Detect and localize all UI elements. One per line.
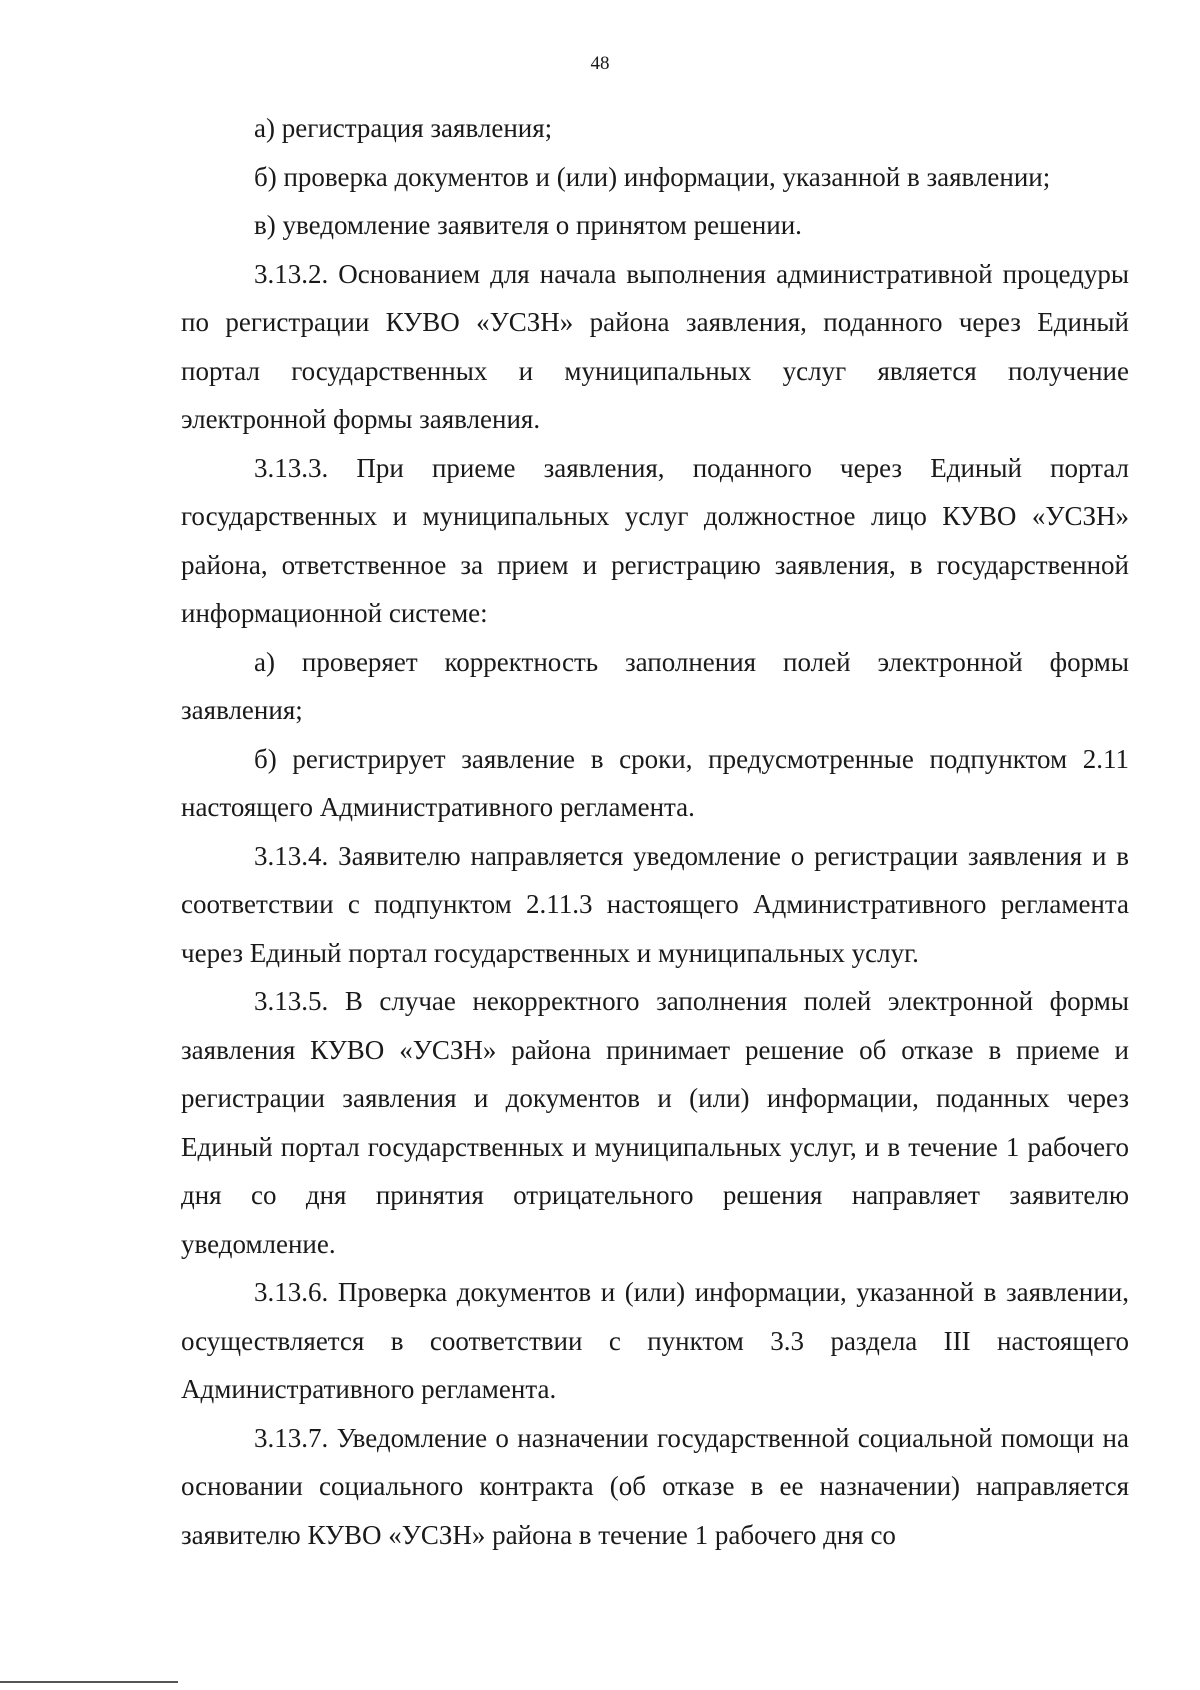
paragraph-3-13-3: 3.13.3. При приеме заявления, поданного через Единый портал государственных и муниципальных услуг должностное лицо КУВО «УСЗН» района, ответственное за прием и регистрацию заявления, в государственной информационной системе: bbox=[181, 452, 1129, 628]
page-number: 48 bbox=[590, 53, 610, 74]
paragraph-sub-item-a: а) проверяет корректность заполнения полей электронной формы заявления; bbox=[181, 646, 1129, 725]
document-body bbox=[181, 104, 1129, 1559]
paragraph-3-13-7: 3.13.7. Уведомление о назначении государственной социальной помощи на основании социального контракта (об отказе в ее назначении) направляется заявителю КУВО «УСЗН» района в течение 1 рабочего дня со bbox=[181, 1422, 1129, 1550]
paragraph-3-13-6: 3.13.6. Проверка документов и (или) информации, указанной в заявлении, осуществляется в соответствии с пунктом 3.3 раздела III настоящего Административного регламента. bbox=[181, 1277, 1129, 1404]
paragraph-3-13-2: 3.13.2. Основанием для начала выполнения административной процедуры по регистрации КУВО «УСЗН» района заявления, поданного через Единый портал государственных и муниципальных услуг является получение электронной формы заявления. bbox=[181, 258, 1129, 434]
paragraph-list-item-a: а) регистрация заявления; bbox=[254, 113, 553, 143]
paragraph-sub-item-b: б) регистрирует заявление в сроки, предусмотренные подпунктом 2.11 настоящего Административного регламента. bbox=[181, 743, 1129, 822]
paragraph-3-13-4: 3.13.4. Заявителю направляется уведомление о регистрации заявления и в соответствии с подпунктом 2.11.3 настоящего Административного регламента через Единый портал государственных и муниципальных услуг. bbox=[181, 840, 1129, 968]
paragraph-3-13-5: 3.13.5. В случае некорректного заполнения полей электронной формы заявления КУВО «УСЗН» района принимает решение об отказе в приеме и регистрации заявления и документов и (или) информации, поданных через Единый портал государственных и муниципальных услуг, и в течение 1 рабочего дня со дня принятия отрицательного решения направляет заявителю уведомление. bbox=[181, 986, 1129, 1259]
paragraph-list-item-b: б) проверка документов и (или) информации, указанной в заявлении; bbox=[254, 161, 1051, 192]
scan-edge-line bbox=[0, 1681, 178, 1683]
paragraph-list-item-c: в) уведомление заявителя о принятом решении. bbox=[254, 210, 802, 240]
